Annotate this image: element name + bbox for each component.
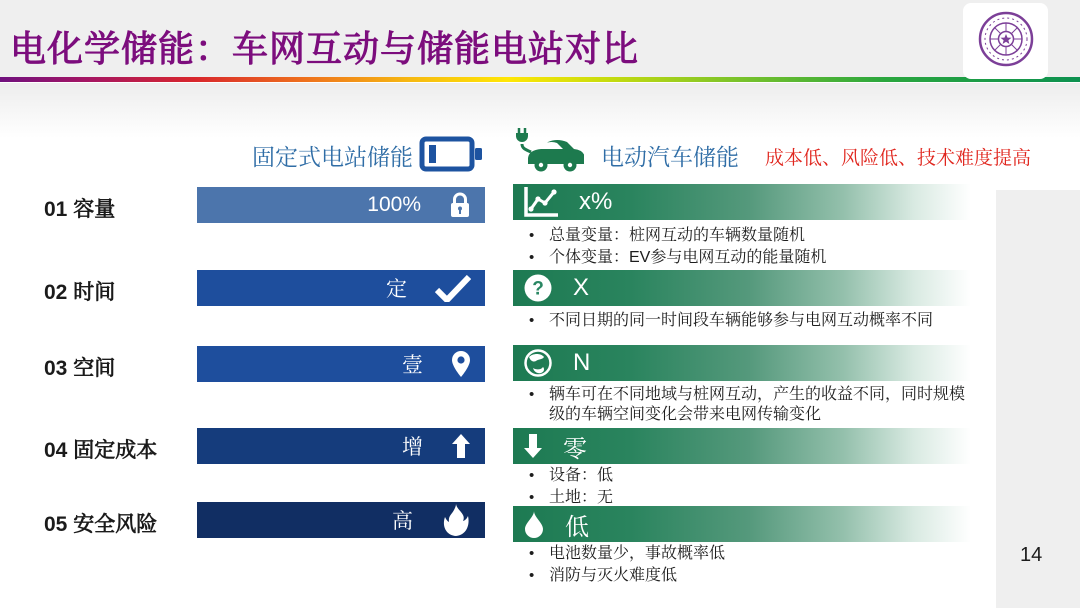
- station-value: 高: [392, 510, 413, 533]
- lock-icon: [449, 191, 471, 219]
- university-seal-icon: [977, 10, 1035, 73]
- droplet-icon: [523, 510, 545, 538]
- question-icon: [523, 273, 553, 303]
- fire-icon: [441, 503, 471, 537]
- station-value: 增: [402, 436, 423, 459]
- bullet-item: • 电池数量少，事故概率低: [527, 544, 979, 564]
- battery-icon: [419, 134, 483, 179]
- page-number: 14: [1020, 544, 1043, 566]
- ev-bar-time: [513, 270, 985, 306]
- ev-value: N: [573, 349, 591, 376]
- page-title: 电化学储能：车网互动与储能电站对比: [10, 28, 640, 69]
- arrow-down-icon: [523, 433, 543, 459]
- ev-value: x%: [579, 188, 613, 215]
- ev-bar-fixed-cost: [513, 428, 985, 464]
- bullet-item: • 辆车可在不同地域与桩网互动，产生的收益不同，同时规模级的车辆空间变化会带来电网传输变化: [527, 385, 979, 425]
- station-bar-space: [197, 346, 485, 382]
- station-bar-time: [197, 270, 485, 306]
- space-bullets: [527, 385, 979, 427]
- arrow-up-icon: [451, 433, 471, 459]
- bullet-item: • 不同日期的同一时间段车辆能够参与电网互动概率不同: [527, 311, 979, 331]
- row-label-space: 03 空间: [44, 357, 116, 380]
- station-bar-capacity: [197, 187, 485, 223]
- ev-value: 零: [563, 435, 587, 463]
- bullet-item: • 消防与灭火难度低: [527, 566, 979, 586]
- svg-text:?: ?: [532, 278, 544, 300]
- comparison-note: 成本低、风险低、技术难度提高: [765, 148, 1032, 169]
- bullet-item: • 个体变量：EV参与电网互动的能量随机: [527, 248, 979, 268]
- station-value: 100%: [367, 193, 421, 216]
- line-chart-icon: [523, 186, 559, 218]
- globe-icon: [523, 348, 553, 378]
- location-pin-icon: [451, 350, 471, 378]
- check-icon: [435, 275, 471, 302]
- capacity-bullets: [527, 226, 979, 270]
- ev-bar-capacity: [513, 184, 985, 220]
- row-label-time: 02 时间: [44, 281, 116, 304]
- station-column-header: 固定式电站储能: [252, 144, 413, 170]
- university-logo: [963, 3, 1048, 79]
- row-label-capacity: 01 容量: [44, 198, 116, 221]
- station-value: 定: [386, 278, 407, 301]
- safety-risk-bullets: [527, 544, 979, 588]
- ev-value: 低: [565, 513, 589, 541]
- row-label-safety-risk: 05 安全风险: [44, 513, 158, 536]
- bullet-item: • 总量变量：桩网互动的车辆数量随机: [527, 226, 979, 246]
- station-bar-safety-risk: [197, 502, 485, 538]
- time-bullets: [527, 311, 979, 333]
- ev-bar-safety-risk: [513, 506, 985, 542]
- bullet-item: • 土地：无: [527, 488, 979, 508]
- station-bar-fixed-cost: [197, 428, 485, 464]
- fixed-cost-bullets: [527, 466, 979, 510]
- station-value: 壹: [402, 354, 423, 377]
- row-label-fixed-cost: 04 固定成本: [44, 439, 158, 462]
- ev-bar-space: [513, 345, 985, 381]
- bullet-item: • 设备：低: [527, 466, 979, 486]
- ev-column-header: 电动汽车储能: [601, 144, 739, 170]
- ev-value: X: [573, 274, 590, 301]
- ev-car-plug-icon: [510, 126, 584, 179]
- rainbow-divider: [0, 77, 1080, 82]
